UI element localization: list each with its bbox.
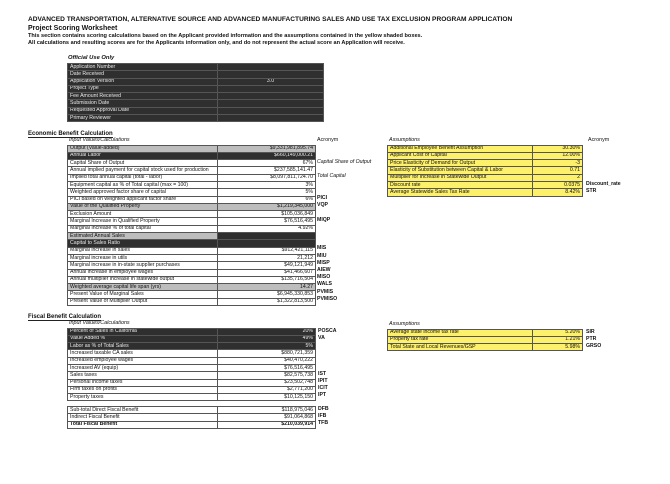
official-row-label: Date Received bbox=[68, 71, 218, 78]
fiscal-total-row bbox=[68, 414, 316, 421]
economic-row bbox=[68, 203, 316, 210]
economic-assumption-row bbox=[388, 189, 583, 196]
fiscal-row bbox=[68, 343, 316, 350]
economic-row bbox=[68, 189, 316, 196]
fiscal-row-value: 20% bbox=[218, 328, 316, 335]
economic-assumption-row-label: Elasticity of Substitution between Capital & Labor bbox=[388, 167, 533, 174]
economic-row-label: Marginal increase in in-state supplier purchases bbox=[68, 262, 218, 269]
official-row-value bbox=[218, 64, 324, 71]
economic-assumption-row bbox=[388, 152, 583, 159]
economic-assumption-row bbox=[388, 174, 583, 181]
economic-row-value bbox=[218, 240, 316, 247]
fiscal-row-value: $10,125,150 bbox=[218, 394, 316, 401]
economic-row bbox=[68, 247, 316, 254]
economic-row-label: Annual multiplier increase in statewide output bbox=[68, 276, 218, 283]
acronym-label: IPIT bbox=[318, 377, 328, 384]
economic-row bbox=[68, 160, 316, 167]
economic-row bbox=[68, 145, 316, 152]
economic-row-value: 21,212 bbox=[218, 254, 316, 261]
fiscal-assumption-row-label: Average state income tax rate bbox=[388, 329, 533, 336]
economic-assumption-row bbox=[388, 167, 583, 174]
fiscal-inputs-title: Input Values/Calculations bbox=[69, 320, 130, 326]
official-row-label: Project Type bbox=[68, 85, 218, 92]
economic-row-label: Weighted approved factor share of capital bbox=[68, 189, 218, 196]
fiscal-section-title: Fiscal Benefit Calculation bbox=[28, 314, 102, 320]
fiscal-assumption-row bbox=[388, 336, 583, 343]
worksheet-title: Project Scoring Worksheet bbox=[28, 25, 118, 32]
economic-row-value bbox=[218, 233, 316, 240]
official-row-value bbox=[218, 71, 324, 78]
acronym-label: ICIT bbox=[318, 385, 328, 392]
economic-row-label: Present Value of Multiplier Output bbox=[68, 298, 218, 305]
official-row-value bbox=[218, 115, 324, 122]
official-row-label: Application Number bbox=[68, 64, 218, 71]
economic-row-value: $105,036,849 bbox=[218, 211, 316, 218]
economic-assumptions-title: Assumptions bbox=[389, 137, 420, 143]
fiscal-total-row bbox=[68, 407, 316, 414]
acronym-label: POSCA bbox=[318, 327, 337, 334]
economic-row bbox=[68, 254, 316, 261]
economic-row-value: $76,516,495 bbox=[218, 218, 316, 225]
economic-assumptions-table bbox=[387, 145, 583, 197]
fiscal-row bbox=[68, 394, 316, 401]
acronym-label: PTR bbox=[586, 335, 597, 342]
acronym-label: TFB bbox=[318, 420, 329, 427]
official-row-label: Submission Date bbox=[68, 100, 218, 107]
economic-assumption-row-value: 12.00% bbox=[533, 152, 583, 159]
official-row bbox=[68, 78, 324, 85]
economic-row bbox=[68, 181, 316, 188]
fiscal-row-value: $2,771,200 bbox=[218, 386, 316, 393]
economic-row-label: Marginal Increase in Qualified Property bbox=[68, 218, 218, 225]
form-title: ADVANCED TRANSPORTATION, ALTERNATIVE SOURCE AND ADVANCED MANUFACTURING SALES AND USE TAX EXCLUSION PROGRAM APPLICATION bbox=[28, 16, 513, 23]
economic-row-label: Capital to Sales Ratio bbox=[68, 240, 218, 247]
economic-row-label: PICI based on weighted applicant factor share bbox=[68, 196, 218, 203]
acronym-label: DFB bbox=[318, 406, 329, 412]
economic-assumption-row bbox=[388, 160, 583, 167]
fiscal-row-value: $76,516,495 bbox=[218, 364, 316, 371]
acronym-label: MIQP bbox=[317, 216, 331, 223]
economic-assumption-row-label: Multiplier for Increase in Statewide Output bbox=[388, 174, 533, 181]
economic-assumption-row-value: 30.30% bbox=[533, 145, 583, 152]
acronym-label: Discount_rate bbox=[586, 180, 621, 187]
economic-assumption-row-label: Price Elasticity of Demand for Output bbox=[388, 160, 533, 167]
economic-row-label: Annual Labor bbox=[68, 152, 218, 159]
official-row bbox=[68, 107, 324, 114]
economic-row-value: 4.92% bbox=[218, 225, 316, 232]
acronym-label: AIEW bbox=[317, 266, 331, 273]
fiscal-row bbox=[68, 364, 316, 371]
official-row-label: Fee Amount Received bbox=[68, 93, 218, 100]
economic-row bbox=[68, 284, 316, 291]
fiscal-row-label: Sales taxes bbox=[68, 372, 218, 379]
economic-row bbox=[68, 174, 316, 181]
fiscal-row-label: Firm taxes on profits bbox=[68, 386, 218, 393]
economic-row-value: $1,219,345,000 bbox=[218, 203, 316, 210]
economic-row-label: Estimated Annual Sales bbox=[68, 233, 218, 240]
economic-assumption-row-value: -3 bbox=[533, 160, 583, 167]
fiscal-assumption-row-value: 5.20% bbox=[533, 329, 583, 336]
acronym-label: MISO bbox=[317, 274, 331, 281]
fiscal-row bbox=[68, 372, 316, 379]
fiscal-total-row bbox=[68, 421, 316, 428]
fiscal-row-value: 49% bbox=[218, 335, 316, 342]
economic-row-label: Marginal increase in sales bbox=[68, 247, 218, 254]
official-use-table bbox=[67, 63, 324, 122]
fiscal-row-label: Personal income taxes bbox=[68, 379, 218, 386]
economic-row-value: $8,097,811,724.70 bbox=[218, 174, 316, 181]
economic-row-value: $6,945,330,853 bbox=[218, 291, 316, 298]
acronym-label: PVMIS bbox=[317, 288, 334, 295]
economic-row-value: $135,716,504 bbox=[218, 276, 316, 283]
economic-row-label: Equipment capital as % of Total capital (max = 100) bbox=[68, 181, 218, 188]
official-row-label: Requested Approval Date bbox=[68, 107, 218, 114]
economic-assumption-row-label: Average Statewide Sales Tax Rate bbox=[388, 189, 533, 196]
economic-row-value: $49,121,949 bbox=[218, 262, 316, 269]
official-row bbox=[68, 64, 324, 71]
economic-row-label: Annual increase in employee wages bbox=[68, 269, 218, 276]
economic-row-label: Exclusion Amount bbox=[68, 211, 218, 218]
acronym-label: MISP bbox=[317, 259, 330, 266]
economic-row-label: Present Value of Marginal Sales bbox=[68, 291, 218, 298]
fiscal-row-value: $40,470,222 bbox=[218, 357, 316, 364]
economic-row-value: $912,421,115 bbox=[218, 247, 316, 254]
economic-row-value: $660,149,000.21 bbox=[218, 152, 316, 159]
economic-assumption-row-label: Applicant Cost of Capital bbox=[388, 152, 533, 159]
economic-inputs-title: Input Values/Calculations bbox=[69, 137, 130, 143]
intro-line-2: All calculations and resulting scores are for the Applicants information only, and do not represent the actual score an Application will receive. bbox=[28, 40, 405, 46]
fiscal-assumption-row-label: Property tax rate bbox=[388, 336, 533, 343]
economic-row bbox=[68, 196, 316, 203]
fiscal-total-row-label: Total Fiscal Benefit bbox=[68, 421, 218, 428]
economic-row bbox=[68, 233, 316, 240]
acronym-label: GRSO bbox=[586, 342, 602, 349]
acronym-label: SIR bbox=[586, 328, 595, 335]
official-row-label: Primary Reviewer bbox=[68, 115, 218, 122]
economic-row-label: Value of the Qualified Property bbox=[68, 203, 218, 210]
economic-assumptions-acronym-header: Acronym bbox=[588, 137, 610, 143]
fiscal-total-row-label: Sub-total Direct Fiscal Benefit bbox=[68, 407, 218, 414]
fiscal-row-value: $880,721,359 bbox=[218, 350, 316, 357]
fiscal-row bbox=[68, 350, 316, 357]
official-row-label: Application Version bbox=[68, 78, 218, 85]
official-row bbox=[68, 85, 324, 92]
economic-row bbox=[68, 218, 316, 225]
economic-assumption-row-value: 8.42% bbox=[533, 189, 583, 196]
fiscal-assumption-row-label: Total State and Local Revenues/GSP bbox=[388, 344, 533, 351]
economic-assumption-row-label: Discount rate bbox=[388, 181, 533, 188]
economic-row-value: $9,331,981,895.74 bbox=[218, 145, 316, 152]
fiscal-total-row-value: $210,039,914 bbox=[218, 421, 316, 428]
fiscal-total-row-value: $91,064,868 bbox=[218, 414, 316, 421]
fiscal-row-value: $82,575,738 bbox=[218, 372, 316, 379]
official-row-value: 3.0 bbox=[218, 78, 324, 85]
acronym-label: VA bbox=[318, 334, 325, 341]
acronym-label: IST bbox=[318, 370, 327, 377]
economic-row-label: Weighted average capital life span (yrs) bbox=[68, 284, 218, 291]
economic-row bbox=[68, 152, 316, 159]
economic-row-label: Output (Value-added) bbox=[68, 145, 218, 152]
official-row-value bbox=[218, 100, 324, 107]
economic-row bbox=[68, 298, 316, 305]
fiscal-row bbox=[68, 328, 316, 335]
economic-row bbox=[68, 211, 316, 218]
acronym-label: Capital Share of Output bbox=[317, 158, 372, 165]
official-row bbox=[68, 71, 324, 78]
acronym-label: PVMISO bbox=[317, 295, 338, 302]
official-row-value bbox=[218, 85, 324, 92]
acronym-label: WALS bbox=[317, 281, 332, 288]
economic-row-value: 14.27 bbox=[218, 284, 316, 291]
economic-assumption-row-value: 0.71 bbox=[533, 167, 583, 174]
acronym-label: IFB bbox=[318, 413, 327, 420]
acronym-label: PICI bbox=[317, 194, 328, 201]
acronym-label: MIU bbox=[317, 252, 327, 259]
official-row-value bbox=[218, 93, 324, 100]
fiscal-row-label: Increased employee wages bbox=[68, 357, 218, 364]
fiscal-row-value: $23,502,748 bbox=[218, 379, 316, 386]
economic-row-label: Marginal Increase % of total capital bbox=[68, 225, 218, 232]
fiscal-row bbox=[68, 357, 316, 364]
fiscal-assumption-row bbox=[388, 344, 583, 351]
fiscal-inputs-table bbox=[67, 328, 316, 402]
economic-row bbox=[68, 240, 316, 247]
fiscal-assumptions-title: Assumptions bbox=[389, 321, 420, 327]
economic-assumption-row bbox=[388, 181, 583, 188]
fiscal-totals-table bbox=[67, 406, 316, 429]
fiscal-row bbox=[68, 379, 316, 386]
economic-assumption-row-value: 2 bbox=[533, 174, 583, 181]
economic-row-value: $237,585,141.47 bbox=[218, 167, 316, 174]
economic-assumption-row bbox=[388, 145, 583, 152]
official-row bbox=[68, 115, 324, 122]
fiscal-row-label: Labor as % of Total Sales bbox=[68, 343, 218, 350]
economic-row bbox=[68, 291, 316, 298]
economic-row-label: Annual implied payment for capital stock used for production bbox=[68, 167, 218, 174]
economic-row-value: $41,466,607 bbox=[218, 269, 316, 276]
fiscal-row-label: Value Added % bbox=[68, 335, 218, 342]
economic-row-value: 67% bbox=[218, 160, 316, 167]
acronym-label: VQP bbox=[317, 202, 328, 209]
fiscal-assumptions-table bbox=[387, 329, 583, 352]
fiscal-row-label: Increased taxable CA sales bbox=[68, 350, 218, 357]
economic-row bbox=[68, 276, 316, 283]
economic-row-label: Marginal increase in utils bbox=[68, 254, 218, 261]
economic-row-value: 5% bbox=[218, 189, 316, 196]
economic-section-title: Economic Benefit Calculation bbox=[28, 131, 113, 137]
economic-row bbox=[68, 262, 316, 269]
fiscal-row-label: Increased AV (equip) bbox=[68, 364, 218, 371]
fiscal-row-label: Property taxes bbox=[68, 394, 218, 401]
intro-line-1: This section contains scoring calculations based on the Applicant provided information and the assumptions contained in the yellow shaded boxes. bbox=[28, 33, 423, 39]
acronym-label: STR bbox=[586, 187, 597, 194]
acronym-label: MIS bbox=[317, 245, 327, 252]
official-row-value bbox=[218, 107, 324, 114]
fiscal-assumption-row-value: 1.21% bbox=[533, 336, 583, 343]
economic-row-value: $1,322,813,500 bbox=[218, 298, 316, 305]
acronym-label: Total Capital bbox=[317, 173, 346, 180]
acronym-label: IPT bbox=[318, 392, 327, 399]
economic-acronym-header: Acronym bbox=[317, 137, 339, 143]
fiscal-row-label: Percent of Sales in California bbox=[68, 328, 218, 335]
fiscal-assumption-row-value: 5.98% bbox=[533, 344, 583, 351]
fiscal-total-row-label: Indirect Fiscal Benefit bbox=[68, 414, 218, 421]
economic-row bbox=[68, 225, 316, 232]
fiscal-row bbox=[68, 386, 316, 393]
economic-assumption-row-value: 0.0375 bbox=[533, 181, 583, 188]
economic-row-label: Capital Share of Output bbox=[68, 160, 218, 167]
fiscal-total-row-value: $118,975,046 bbox=[218, 407, 316, 414]
economic-row-value: 3% bbox=[218, 181, 316, 188]
fiscal-row-value: 5% bbox=[218, 343, 316, 350]
economic-inputs-table bbox=[67, 145, 316, 307]
economic-row bbox=[68, 269, 316, 276]
fiscal-assumption-row bbox=[388, 329, 583, 336]
official-row bbox=[68, 93, 324, 100]
economic-row bbox=[68, 167, 316, 174]
official-row bbox=[68, 100, 324, 107]
economic-row-label: Implied total annual capital (total - labor) bbox=[68, 174, 218, 181]
economic-row-value: 6% bbox=[218, 196, 316, 203]
economic-assumption-row-label: Additional Employee Benefit Assumption bbox=[388, 145, 533, 152]
fiscal-row bbox=[68, 335, 316, 342]
official-use-title: Official Use Only bbox=[68, 55, 115, 61]
